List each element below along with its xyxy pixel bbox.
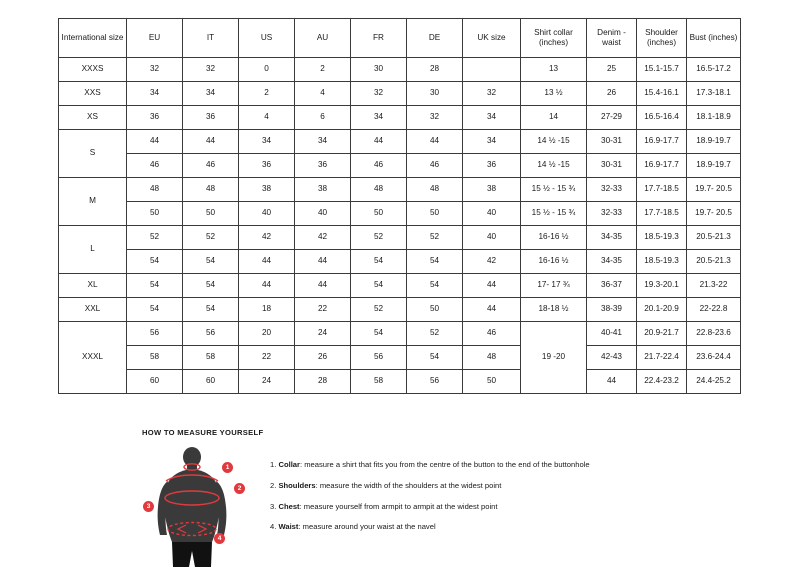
cell-international-size: XXXS bbox=[59, 58, 127, 82]
cell-fr: 32 bbox=[351, 82, 407, 106]
cell-shoulder: 22.4-23.2 bbox=[637, 370, 687, 394]
column-header-de: DE bbox=[407, 19, 463, 58]
cell-us: 36 bbox=[239, 154, 295, 178]
cell-au: 24 bbox=[295, 322, 351, 346]
cell-de: 30 bbox=[407, 82, 463, 106]
instruction-label: Chest bbox=[278, 501, 300, 511]
cell-fr: 54 bbox=[351, 322, 407, 346]
cell-eu: 52 bbox=[127, 226, 183, 250]
cell-uk: 36 bbox=[463, 154, 521, 178]
cell-bust: 19.7- 20.5 bbox=[687, 178, 741, 202]
cell-denim: 42-43 bbox=[587, 346, 637, 370]
column-header-shirt-collar: Shirt collar (inches) bbox=[521, 19, 587, 58]
cell-de: 54 bbox=[407, 346, 463, 370]
how-to-measure-body bbox=[142, 445, 742, 570]
cell-au: 4 bbox=[295, 82, 351, 106]
cell-shirt-collar: 13 ½ bbox=[521, 82, 587, 106]
cell-it: 50 bbox=[183, 202, 239, 226]
cell-us: 0 bbox=[239, 58, 295, 82]
cell-fr: 46 bbox=[351, 154, 407, 178]
cell-de: 56 bbox=[407, 370, 463, 394]
cell-uk: 42 bbox=[463, 250, 521, 274]
cell-international-size: XXXL bbox=[59, 322, 127, 394]
cell-denim: 44 bbox=[587, 370, 637, 394]
cell-shoulder: 20.1-20.9 bbox=[637, 298, 687, 322]
cell-denim: 40-41 bbox=[587, 322, 637, 346]
table-row bbox=[59, 274, 741, 298]
cell-au: 26 bbox=[295, 346, 351, 370]
column-header-international-size: International size bbox=[59, 19, 127, 58]
badge-collar: 1 bbox=[222, 462, 233, 473]
cell-shoulder: 16.5-16.4 bbox=[637, 106, 687, 130]
cell-shoulder: 16.9-17.7 bbox=[637, 130, 687, 154]
cell-international-size: XXL bbox=[59, 298, 127, 322]
cell-bust: 20.5-21.3 bbox=[687, 226, 741, 250]
cell-international-size: XS bbox=[59, 106, 127, 130]
cell-eu: 44 bbox=[127, 130, 183, 154]
cell-uk: 40 bbox=[463, 226, 521, 250]
instruction-item: 1. Collar: measure a shirt that fits you from the centre of the button to the end of the buttonhole bbox=[270, 460, 590, 469]
cell-bust: 22-22.8 bbox=[687, 298, 741, 322]
how-to-measure-title: HOW TO MEASURE YOURSELF bbox=[142, 428, 264, 437]
cell-uk: 44 bbox=[463, 298, 521, 322]
cell-fr: 50 bbox=[351, 202, 407, 226]
column-header-it: IT bbox=[183, 19, 239, 58]
column-header-bust: Bust (inches) bbox=[687, 19, 741, 58]
cell-bust: 24.4-25.2 bbox=[687, 370, 741, 394]
cell-denim: 30-31 bbox=[587, 154, 637, 178]
table-row bbox=[59, 370, 741, 394]
cell-au: 44 bbox=[295, 274, 351, 298]
cell-de: 48 bbox=[407, 178, 463, 202]
cell-shoulder: 19.3-20.1 bbox=[637, 274, 687, 298]
cell-bust: 18.1-18.9 bbox=[687, 106, 741, 130]
cell-eu: 34 bbox=[127, 82, 183, 106]
how-to-measure-section bbox=[142, 428, 742, 570]
badge-shoulders: 2 bbox=[234, 483, 245, 494]
cell-eu: 50 bbox=[127, 202, 183, 226]
column-header-fr: FR bbox=[351, 19, 407, 58]
cell-it: 60 bbox=[183, 370, 239, 394]
cell-shirt-collar: 14 bbox=[521, 106, 587, 130]
cell-us: 24 bbox=[239, 370, 295, 394]
cell-denim: 27-29 bbox=[587, 106, 637, 130]
cell-shirt-collar: 14 ½ -15 bbox=[521, 130, 587, 154]
cell-shirt-collar: 19 -20 bbox=[521, 322, 587, 394]
column-header-denim-waist: Denim - waist bbox=[587, 19, 637, 58]
cell-au: 40 bbox=[295, 202, 351, 226]
cell-us: 34 bbox=[239, 130, 295, 154]
table-row bbox=[59, 58, 741, 82]
cell-it: 46 bbox=[183, 154, 239, 178]
column-header-shoulder: Shoulder (inches) bbox=[637, 19, 687, 58]
cell-denim: 30-31 bbox=[587, 130, 637, 154]
cell-bust: 17.3-18.1 bbox=[687, 82, 741, 106]
cell-international-size: M bbox=[59, 178, 127, 226]
cell-us: 4 bbox=[239, 106, 295, 130]
cell-it: 44 bbox=[183, 130, 239, 154]
cell-shirt-collar: 15 ½ - 15 ¾ bbox=[521, 178, 587, 202]
table-row bbox=[59, 202, 741, 226]
instruction-label: Collar bbox=[278, 460, 300, 469]
table-row bbox=[59, 130, 741, 154]
cell-it: 48 bbox=[183, 178, 239, 202]
cell-uk: 48 bbox=[463, 346, 521, 370]
cell-de: 28 bbox=[407, 58, 463, 82]
cell-bust: 22.8-23.6 bbox=[687, 322, 741, 346]
badge-chest: 3 bbox=[143, 501, 154, 512]
cell-uk: 34 bbox=[463, 106, 521, 130]
cell-us: 18 bbox=[239, 298, 295, 322]
instruction-number: 3 bbox=[270, 501, 275, 511]
instruction-text: : measure around your waist at the navel bbox=[298, 522, 436, 532]
cell-uk bbox=[463, 58, 521, 82]
cell-international-size: S bbox=[59, 130, 127, 178]
table-row bbox=[59, 178, 741, 202]
cell-it: 54 bbox=[183, 298, 239, 322]
cell-it: 54 bbox=[183, 250, 239, 274]
table-row bbox=[59, 250, 741, 274]
table-row bbox=[59, 226, 741, 250]
cell-us: 22 bbox=[239, 346, 295, 370]
cell-eu: 46 bbox=[127, 154, 183, 178]
cell-uk: 50 bbox=[463, 370, 521, 394]
cell-denim: 25 bbox=[587, 58, 637, 82]
instruction-item: 2. Shoulders: measure the width of the shoulders at the widest point bbox=[270, 480, 502, 490]
cell-eu: 56 bbox=[127, 322, 183, 346]
cell-shoulder: 18.5-19.3 bbox=[637, 226, 687, 250]
cell-denim: 34-35 bbox=[587, 226, 637, 250]
cell-bust: 21.3-22 bbox=[687, 274, 741, 298]
cell-shirt-collar: 14 ½ -15 bbox=[521, 154, 587, 178]
cell-shoulder: 15.1-15.7 bbox=[637, 58, 687, 82]
cell-denim: 36-37 bbox=[587, 274, 637, 298]
cell-us: 38 bbox=[239, 178, 295, 202]
cell-au: 42 bbox=[295, 226, 351, 250]
cell-us: 20 bbox=[239, 322, 295, 346]
cell-fr: 30 bbox=[351, 58, 407, 82]
cell-uk: 34 bbox=[463, 130, 521, 154]
cell-eu: 54 bbox=[127, 250, 183, 274]
cell-eu: 48 bbox=[127, 178, 183, 202]
cell-uk: 44 bbox=[463, 274, 521, 298]
cell-au: 44 bbox=[295, 250, 351, 274]
cell-uk: 40 bbox=[463, 202, 521, 226]
size-chart-container bbox=[58, 18, 738, 394]
cell-us: 44 bbox=[239, 250, 295, 274]
column-header-eu: EU bbox=[127, 19, 183, 58]
instruction-number: 2 bbox=[270, 480, 275, 490]
cell-de: 32 bbox=[407, 106, 463, 130]
cell-denim: 32-33 bbox=[587, 178, 637, 202]
cell-eu: 54 bbox=[127, 274, 183, 298]
cell-fr: 52 bbox=[351, 298, 407, 322]
table-row bbox=[59, 298, 741, 322]
cell-au: 22 bbox=[295, 298, 351, 322]
badge-waist: 4 bbox=[214, 533, 225, 544]
cell-denim: 34-35 bbox=[587, 250, 637, 274]
cell-it: 56 bbox=[183, 322, 239, 346]
cell-international-size: XL bbox=[59, 274, 127, 298]
cell-fr: 48 bbox=[351, 178, 407, 202]
instruction-number: 4 bbox=[270, 522, 275, 532]
cell-fr: 52 bbox=[351, 226, 407, 250]
cell-au: 36 bbox=[295, 154, 351, 178]
cell-us: 42 bbox=[239, 226, 295, 250]
column-header-us: US bbox=[239, 19, 295, 58]
cell-eu: 58 bbox=[127, 346, 183, 370]
column-header-au: AU bbox=[295, 19, 351, 58]
cell-shoulder: 17.7-18.5 bbox=[637, 178, 687, 202]
cell-eu: 36 bbox=[127, 106, 183, 130]
cell-denim: 32-33 bbox=[587, 202, 637, 226]
instruction-text: : measure a shirt that fits you from the centre of the button to the end of the buttonhole bbox=[300, 460, 590, 469]
cell-de: 44 bbox=[407, 130, 463, 154]
instruction-label: Shoulders bbox=[278, 480, 316, 490]
cell-bust: 18.9-19.7 bbox=[687, 130, 741, 154]
instruction-text: : measure yourself from armpit to armpit at the widest point bbox=[299, 501, 498, 511]
cell-uk: 46 bbox=[463, 322, 521, 346]
cell-de: 54 bbox=[407, 250, 463, 274]
measure-instructions bbox=[270, 459, 590, 542]
cell-fr: 54 bbox=[351, 274, 407, 298]
cell-it: 36 bbox=[183, 106, 239, 130]
table-header bbox=[59, 19, 741, 58]
cell-de: 52 bbox=[407, 226, 463, 250]
cell-shirt-collar: 16-16 ½ bbox=[521, 250, 587, 274]
cell-shoulder: 18.5-19.3 bbox=[637, 250, 687, 274]
cell-bust: 20.5-21.3 bbox=[687, 250, 741, 274]
cell-uk: 38 bbox=[463, 178, 521, 202]
cell-it: 58 bbox=[183, 346, 239, 370]
instruction-number: 1 bbox=[270, 460, 275, 469]
instruction-item: 4. Waist: measure around your waist at the navel bbox=[270, 522, 436, 532]
cell-us: 40 bbox=[239, 202, 295, 226]
cell-au: 28 bbox=[295, 370, 351, 394]
torso-illustration-svg bbox=[142, 445, 252, 570]
cell-it: 32 bbox=[183, 58, 239, 82]
cell-it: 54 bbox=[183, 274, 239, 298]
body-diagram bbox=[142, 445, 252, 570]
cell-shirt-collar: 15 ½ - 15 ¾ bbox=[521, 202, 587, 226]
cell-us: 44 bbox=[239, 274, 295, 298]
table-row bbox=[59, 322, 741, 346]
instruction-text: : measure the width of the shoulders at the widest point bbox=[315, 480, 502, 490]
cell-shoulder: 20.9-21.7 bbox=[637, 322, 687, 346]
cell-bust: 16.5-17.2 bbox=[687, 58, 741, 82]
cell-uk: 32 bbox=[463, 82, 521, 106]
cell-fr: 58 bbox=[351, 370, 407, 394]
table-row bbox=[59, 106, 741, 130]
instruction-label: Waist bbox=[278, 522, 299, 532]
cell-eu: 60 bbox=[127, 370, 183, 394]
table-row bbox=[59, 154, 741, 178]
size-chart-table bbox=[58, 18, 741, 394]
cell-bust: 18.9-19.7 bbox=[687, 154, 741, 178]
cell-de: 50 bbox=[407, 298, 463, 322]
cell-shoulder: 17.7-18.5 bbox=[637, 202, 687, 226]
cell-shirt-collar: 13 bbox=[521, 58, 587, 82]
table-row bbox=[59, 346, 741, 370]
cell-au: 34 bbox=[295, 130, 351, 154]
cell-international-size: L bbox=[59, 226, 127, 274]
cell-au: 2 bbox=[295, 58, 351, 82]
cell-us: 2 bbox=[239, 82, 295, 106]
cell-denim: 26 bbox=[587, 82, 637, 106]
cell-shoulder: 16.9-17.7 bbox=[637, 154, 687, 178]
cell-bust: 19.7- 20.5 bbox=[687, 202, 741, 226]
table-header-row bbox=[59, 19, 741, 58]
column-header-uk-size: UK size bbox=[463, 19, 521, 58]
cell-de: 46 bbox=[407, 154, 463, 178]
cell-bust: 23.6-24.4 bbox=[687, 346, 741, 370]
cell-shoulder: 15.4-16.1 bbox=[637, 82, 687, 106]
cell-it: 52 bbox=[183, 226, 239, 250]
cell-fr: 44 bbox=[351, 130, 407, 154]
cell-fr: 56 bbox=[351, 346, 407, 370]
cell-shirt-collar: 16-16 ½ bbox=[521, 226, 587, 250]
cell-it: 34 bbox=[183, 82, 239, 106]
instruction-item: 3. Chest: measure yourself from armpit to armpit at the widest point bbox=[270, 501, 498, 511]
cell-fr: 34 bbox=[351, 106, 407, 130]
table-body bbox=[59, 58, 741, 394]
table-row bbox=[59, 82, 741, 106]
cell-eu: 32 bbox=[127, 58, 183, 82]
cell-denim: 38-39 bbox=[587, 298, 637, 322]
cell-de: 52 bbox=[407, 322, 463, 346]
cell-eu: 54 bbox=[127, 298, 183, 322]
cell-de: 54 bbox=[407, 274, 463, 298]
cell-international-size: XXS bbox=[59, 82, 127, 106]
cell-shoulder: 21.7-22.4 bbox=[637, 346, 687, 370]
cell-shirt-collar: 18-18 ½ bbox=[521, 298, 587, 322]
cell-au: 38 bbox=[295, 178, 351, 202]
cell-de: 50 bbox=[407, 202, 463, 226]
cell-fr: 54 bbox=[351, 250, 407, 274]
cell-au: 6 bbox=[295, 106, 351, 130]
cell-shirt-collar: 17- 17 ¾ bbox=[521, 274, 587, 298]
